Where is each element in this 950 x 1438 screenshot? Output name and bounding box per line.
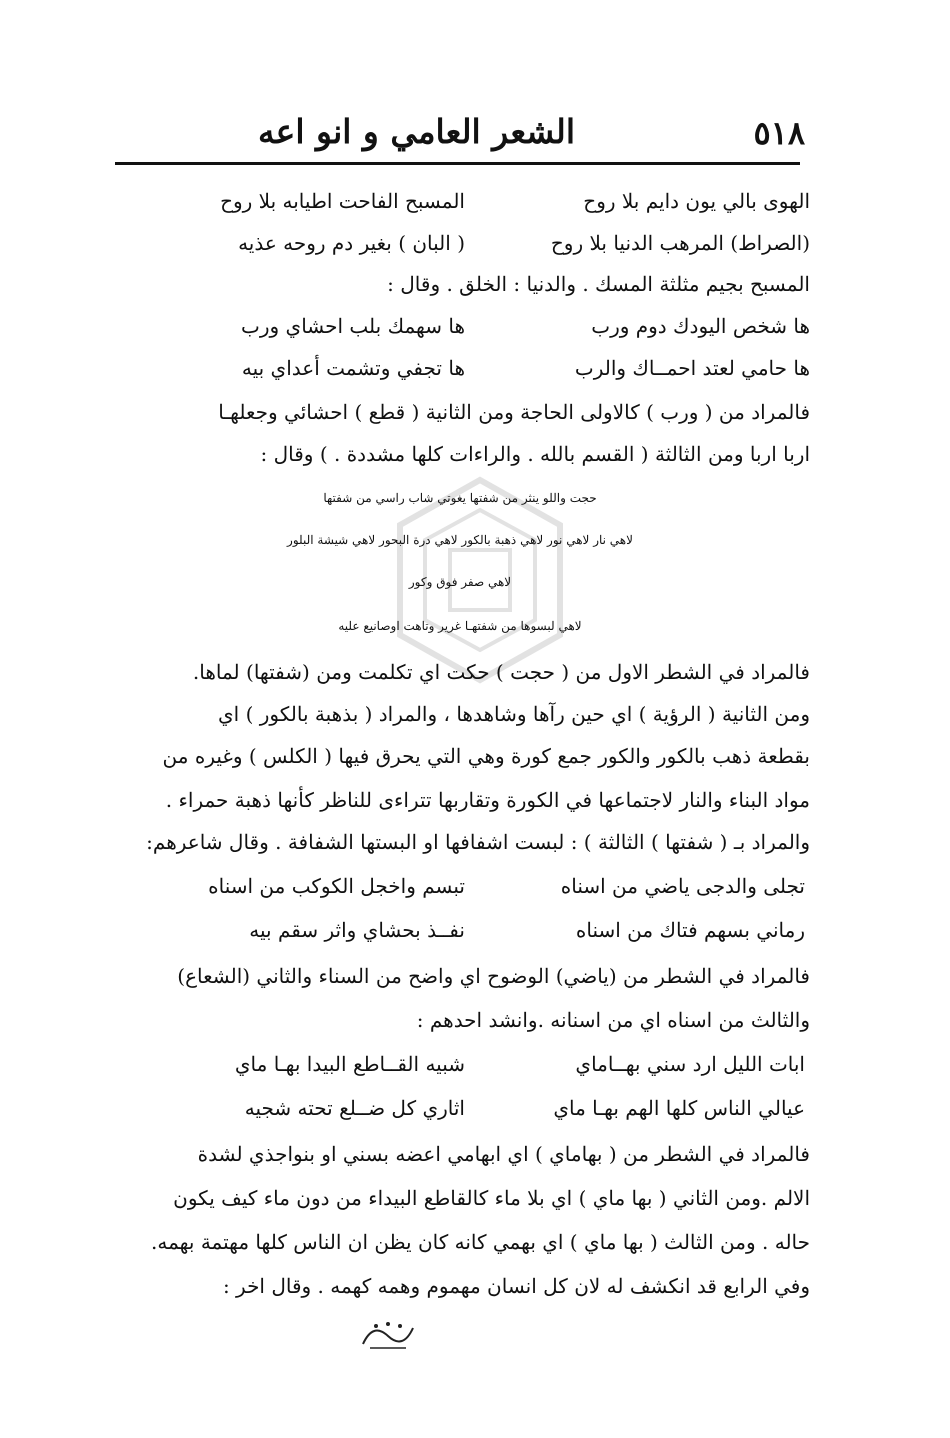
verse-3-second-hemistich: ها سهمك بلب احشاي ورب bbox=[241, 314, 465, 338]
verse-6-second-hemistich: نفــذ بحشاي واثر سقم بيه bbox=[249, 918, 465, 942]
verse-3-first-hemistich: ها شخص اليودك دوم ورب bbox=[591, 314, 810, 338]
prose-line: المسبح بجيم مثلثة المسك . والدنيا : الخلق . وقال : bbox=[387, 272, 810, 296]
page-header bbox=[115, 110, 805, 160]
prose-line: فالمراد من ( ورب ) كالاولى الحاجة ومن الثانية ( قطع ) احشائي وجعلهـا bbox=[218, 400, 810, 424]
prose-line: بقطعة ذهب بالكور والكور جمع كورة وهي التي يحرق فيها ( الكلس ) وغيره من bbox=[162, 744, 810, 768]
verse-4-first-hemistich: ها حامي لعتد احمــاك والرب bbox=[574, 356, 810, 380]
prose-line: الالم .ومن الثاني ( بها ماي ) اي بلا ماء كالقاطع البيداء من دون ماء كيف يكون bbox=[173, 1186, 810, 1210]
verse-5-second-hemistich: تبسم واخجل الكوكب من اسناه bbox=[208, 874, 465, 898]
ornament-icon bbox=[358, 1316, 418, 1354]
prose-line: فالمراد في الشطر من ( بهاماي ) اي ابهامي اعضه بسني او بنواجذي لشدة bbox=[197, 1142, 810, 1166]
header-rule bbox=[115, 162, 800, 165]
verse-1-second-hemistich: المسبح الفاحت اطيابه بلا روح bbox=[220, 189, 465, 213]
verse-1-first-hemistich: الهوى بالي يون دايم بلا روح bbox=[583, 189, 810, 213]
centered-verse: لاهي نار لاهي نور لاهي ذهبة بالكور لاهي درة البحور لاهي شيشة البلور bbox=[287, 533, 633, 547]
verse-2-first-hemistich: (الصراط) المرهب الدنيا بلا روح bbox=[550, 231, 810, 255]
centered-verse: لاهي صفر فوق وكور bbox=[408, 575, 512, 589]
centered-verse: لاهي لبسوها من شفتهـا غرير وتاهت اوصانيع عليه bbox=[338, 619, 582, 633]
prose-line: مواد البناء والنار لاجتماعها في الكورة وتقاربها تتراءى للناظر كأنها ذهبة حمراء . bbox=[165, 788, 810, 812]
verse-8-first-hemistich: عيالي الناس كلها الهم بهـا ماي bbox=[553, 1096, 805, 1120]
prose-line: فالمراد في الشطر من (ياضي) الوضوح اي واضح من السناء والثاني (الشعاع) bbox=[177, 964, 810, 988]
prose-line: اربا اربا ومن الثالثة ( القسم بالله . والراءات كلها مشددة . ) وقال : bbox=[260, 442, 810, 466]
verse-4-second-hemistich: ها تجفي وتشمت أعداي بيه bbox=[241, 356, 465, 380]
prose-line: والثالث من اسناه اي من اسنانه .وانشد احدهم : bbox=[416, 1008, 810, 1032]
prose-line: ومن الثانية ( الرؤية ) اي حين رآها وشاهدها ، والمراد ( بذهبة بالكور ) اي bbox=[218, 702, 810, 726]
verse-5-first-hemistich: تجلى والدجى ياضي من اسناه bbox=[560, 874, 805, 898]
verse-2-second-hemistich: ( البان ) بغير دم روحه عذيه bbox=[238, 231, 465, 255]
verse-7-second-hemistich: شبيه القــاطع البيدا بهـا ماي bbox=[234, 1052, 465, 1076]
prose-line: حاله . ومن الثالث ( بها ماي ) اي بهمي كانه كان يظن ان الناس كلها مهتمة بهمه. bbox=[151, 1230, 810, 1254]
verse-7-first-hemistich: ابات الليل ارد سني بهــاماي bbox=[575, 1052, 805, 1076]
centered-verse: حجت واللو ينثر من شفتها يغوتي شاب راسي من شفتها bbox=[323, 491, 597, 505]
prose-line: وفي الرابع قد انكشف له لان كل انسان مهموم وهمه كهمه . وقال اخر : bbox=[222, 1274, 810, 1298]
verse-8-second-hemistich: اثاري كل ضــلع تحته شجيه bbox=[244, 1096, 465, 1120]
prose-line: فالمراد في الشطر الاول من ( حجت ) حكت اي تكلمت ومن (شفتها) لماها. bbox=[192, 660, 810, 684]
page-number: ٥١٨ bbox=[753, 114, 805, 152]
page-title: الشعر العامي و انو اعه bbox=[257, 112, 575, 151]
verse-6-first-hemistich: رماني بسهم فتاك من اسناه bbox=[575, 918, 805, 942]
prose-line: والمراد بـ ( شفتها ) الثالثة ) : لبست اشفافها او البستها الشفافة . وقال شاعرهم: bbox=[146, 830, 810, 854]
